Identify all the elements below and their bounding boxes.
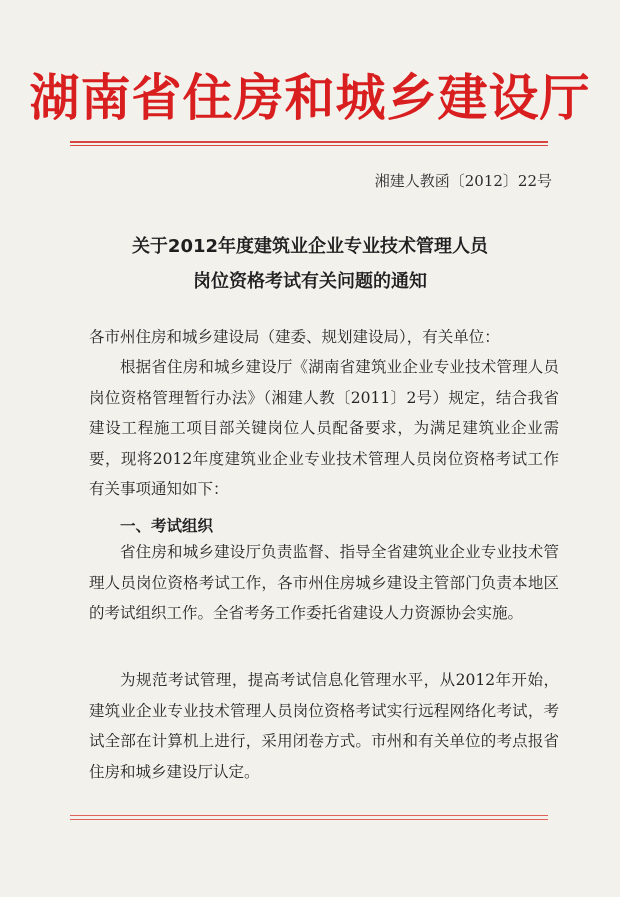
salutation: 各市州住房和城乡建设局（建委、规划建设局），有关单位：	[89, 328, 500, 346]
intro-paragraph: 根据省住房和城乡建设厅《湖南省建筑业企业专业技术管理人员岗位资格管理暂行办法》（湘建人教〔2011〕2号）规定，结合我省建设工程施工项目部关键岗位人员配备要求，为满足建筑业企业需要，现将2012年度建筑业企业专业技术管理人员岗位资格考试工作有关事项通知如下：	[89, 358, 559, 498]
letterhead-rule-bottom	[70, 145, 548, 146]
section-paragraph-online-exam: 为规范考试管理，提高考试信息化管理水平，从2012年开始，建筑业企业专业技术管理人员岗位资格考试实行远程网络化考试，考试全部在计算机上进行，采用闭卷方式。市州和有关单位的考点报省住房和城乡建设厅认定。	[89, 671, 559, 781]
letterhead-rule-top	[70, 141, 548, 143]
section-heading-exam-organization: 一、考试组织	[120, 517, 214, 535]
footer-rule-top	[70, 815, 548, 816]
document-title-line-1: 关于2012年度建筑业企业专业技术管理人员	[131, 236, 489, 257]
footer-rule-bottom	[70, 819, 548, 820]
document-title-line-2: 岗位资格考试有关问题的通知	[193, 271, 427, 292]
letterhead-title: 湖南省住房和城乡建设厅	[29, 68, 591, 127]
section-paragraph-responsibility: 省住房和城乡建设厅负责监督、指导全省建筑业企业专业技术管理人员岗位资格考试工作，各市州住房城乡建设主管部门负责本地区的考试组织工作。全省考务工作委托省建设人力资源协会实施。	[89, 543, 559, 622]
document-number: 湘建人教函〔2012〕22号	[374, 172, 552, 190]
